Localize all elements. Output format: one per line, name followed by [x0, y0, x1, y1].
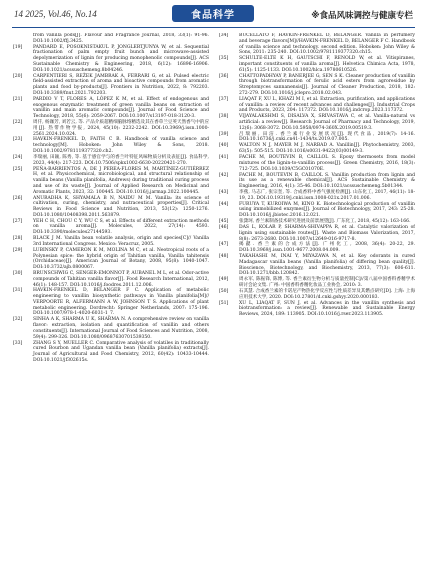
- column-topic: ※食品风味调控与健康专栏: [311, 11, 413, 21]
- reference-entry: [219, 74, 415, 97]
- reference-text: LIAQAT F, XU L, KHAZI M I, et al. Extraction, purification, and applications of vanillin: a review of recent advances and challenges[J]. Industrial Crops and Products, 2023, 204: 117372. DOI:10.1016/j.indcrop.2023.117372.: [239, 96, 415, 114]
- reference-number: [28]: [13, 236, 23, 242]
- reference-number: [24]: [13, 154, 23, 160]
- reference-number: [38]: [219, 114, 229, 120]
- reference-number: [37]: [219, 96, 229, 102]
- reference-number: [44]: [219, 201, 229, 207]
- reference-number: [46]: [219, 225, 229, 230]
- reference-entry: [219, 301, 415, 318]
- reference-number: [42]: [219, 172, 229, 178]
- reference-text: PEÑA-BARRIENTOS A, DE J PEREA-FLORES M, MARTÍNEZ-GUTIÉRREZ H, et al. Physicochemical, microbiological, and structural relationship of vanilla beans (Vanilla planifolia, Andrews) during traditional curing process and use of its waste[J]. Journal of Applied Research on Medicinal and Aromatic Plants, 2023, 32: 100445. DOI:10.1016/j.jarmap.2022.100445.: [33, 166, 209, 195]
- reference-text: from vanilla pods[J]. Flavour and Fragrance Journal, 2018, 33(1): 91-96. DOI:10.1002/ffj.3425.: [33, 33, 209, 44]
- reference-text: XU L, LIAQAT F, SUN J, et al. Advances in the vanillin synthesis and biotransformation: a review[J]. Renewable and Sustainable Energy Reviews, 2024, 189: 113905. DOI:10.1016/j.rser.2023.113905.: [239, 300, 415, 318]
- header-divider: [12, 27, 415, 28]
- reference-entry: [219, 56, 415, 73]
- reference-entry: [219, 33, 415, 56]
- reference-text: 李瑞丽, 田颖, 陈秀, 等. 基于感官学与的香兰叶特征风味物质分析及表征[J]. 食品科学, 2023, 44(4): 217-223. DOI:10.7506/spkx1002-6630-20220421-270.: [33, 154, 209, 166]
- reference-entry: [219, 155, 415, 172]
- reference-entry: [219, 173, 415, 190]
- reference-number: [33]: [13, 340, 23, 346]
- reference-entry: [219, 277, 415, 289]
- reference-entry: [13, 341, 209, 364]
- reference-entry: [219, 97, 415, 114]
- reference-text: DAS L, KOLAR P, SHARMA-SHIVAPPA R, et al. Catalytic valorization of lignin using sustainable routes[J]. Waste and Biomass Valorization, 2017, 8(8): 2673-2680. DOI:10.1007/s12649-016-9717-8.: [239, 225, 415, 242]
- reference-entry: [219, 132, 415, 144]
- reference-entry: [219, 114, 415, 131]
- reference-number: [40]: [219, 143, 229, 149]
- reference-number: [30]: [13, 271, 23, 276]
- reference-entry: [13, 236, 209, 248]
- reference-text: HAVKIN-FRENKEL D, BELANGER F C. Application of metabolic engineering to vanillin biosynthetic pathways in Vanilla planifolia[M]// VERPOORTE R, ALFERMANN A W, JOHNSON T S. Applications of plant metabolic engineering. Dordrecht: Springer Netherlands, 2007: 175-196. DOI:10.1007/978-1-4020-6031-1_7.: [33, 288, 209, 317]
- reference-number: [25]: [13, 166, 23, 172]
- reference-text: BUCELLATO F, HAVKIN-FRENKEL D, BELANGER. Vanilla in perfumery and beverage flavors[M]//HAVKIN-FRENKEL D, BELANGER F C. Handbook of vanilla science and technology. second edition. Hoboken: John Wiley & Sons, 2011: 235-240. DOI:10.1002/9781119377320.ch15.: [239, 33, 415, 56]
- reference-text: LUBINSKY P, CAMERON K M, MOLINA M C, et al. Neotropical roots of a Polynesian spice: the hybrid origin of Tahitian vanilla, Vanilla tahitensis (Orchidaceae)[J]. American Journal of Botany, 2008, 95(8): 1040-1047. DOI:10.3732/ajb.0800067.: [33, 247, 209, 271]
- reference-entry: [13, 248, 209, 271]
- reference-text: 周仟, 杨珈芳, 刘若云, 等. 产品介质超精细脑脉络精选及其在香草兰豆荚天然香气中的应用[J]. 热带作物学报, 2024, 45(10): 2232-2242. DOI:10.3969/j.issn.1000-2561.2024.10.024.: [33, 120, 209, 137]
- reference-entry: [13, 271, 209, 288]
- reference-number: [34]: [219, 33, 229, 38]
- reference-text: PARDIO V T, FLORES A, LÓPEZ K M, et al. Effect of endogenous and exogenous enzymatic treatment of green vanilla beans on extraction of vanillin and main aromatic compounds[J]. Journal of Food Science and Technology, 2018, 55(6): 2059-2067. DOI:10.1007/s13197-018-3120-3.: [33, 96, 209, 120]
- reference-number: [47]: [219, 242, 229, 248]
- reference-entry: [13, 74, 209, 97]
- reference-text: ANURADHA K, SHYAMALA B N, NAIDU M M. Vanilla: its science of cultivation, curing, chemistry, and nutraceutical properties[J]. Critical Reviews in Food Science and Nutrition, 2013, 53(12): 1250-1276. DOI:10.1080/10408398.2011.563879.: [33, 195, 209, 218]
- reference-number: [13, 33, 33, 45]
- reference-number: [29]: [13, 247, 23, 253]
- reference-text: 李燕, 马志广, 张宗奎, 等. 合成香料中香气强度检测[J]. 山东化工, 2017, 46(11): 18-19, 23. DOI:10.19319/j.cnki.issn.1008-021x.2017.01.006.: [239, 189, 415, 201]
- journal-logo: 食品科学: [172, 5, 254, 22]
- reference-number: [41]: [219, 155, 229, 161]
- references-right-column: [219, 33, 415, 571]
- reference-entry: [13, 219, 209, 236]
- reference-entry: [13, 155, 209, 167]
- reference-number: [49]: [219, 277, 229, 283]
- references-left-column: [13, 33, 209, 571]
- reference-text: CARPENTIERI S, REŽEK JAMBRAK A, FERRARI G, et al. Pulsed electric field-assisted extraction of aroma and bioactive compounds from aromatic plants and food by-products[J]. Frontiers in Nutrition, 2022, 8: 792203. DOI:10.3389/fnut.2021.792203.: [33, 73, 209, 96]
- reference-number: [35]: [219, 56, 229, 62]
- reference-entry: [219, 190, 415, 202]
- reference-entry: [219, 202, 415, 219]
- reference-entry: [219, 242, 415, 254]
- references-body: [13, 33, 415, 571]
- reference-text: PANDARD E, POSOKNISTAKUL P, JONGLERTJUNYA W, et al. Sequential fractionation of palm empty fruit bunch and microwave-assisted depolymerization of lignin for producing monophenolic compounds[J]. ACS Sustainable Chemistry & Engineering, 2018, 6(12): 16896-16906. DOI:10.1021/acssuschemeng.8b04246.: [33, 44, 209, 73]
- reference-number: [43]: [219, 189, 229, 195]
- reference-entry: [219, 289, 415, 301]
- reference-number: [48]: [219, 254, 229, 260]
- reference-text: CHATTOPADHYAY P, BANERJEE G, SEN S K. Cleaner production of vanillin through biotransformation of ferulic acid esters from agroresidue by Streptomyces sannanensis[J]. Journal of Cleaner Production, 2018, 182: 272-279. DOI:10.1016/j.jclepro.2018.02.043.: [239, 73, 415, 96]
- reference-text: 周永军, 陈振锋, 陈博, 等. 香兰素衍生物分析与质量控制[C]//第八届中国香料香精学术研讨会论文集. 广州: 中国香料香精化妆品工业协会, 2010: 3.: [239, 277, 415, 289]
- reference-text: FURUYA T, KUROIWA M, KINO K. Biotechnological production of vanillin using immobilized enzymes[J]. Journal of Biotechnology, 2017, 243: 25-28. DOI:10.1016/j.jbiotec.2016.12.021.: [239, 201, 415, 219]
- reference-text: FACHE M, BOUTEVIN B, CAILLOL S. Vanillin production from lignin and its use as a renewable chemical[J]. ACS Sustainable Chemistry & Engineering, 2016, 4(1): 35-46. DOI:10.1021/acssuschemeng.5b01344.: [239, 172, 415, 189]
- reference-text: TAKAHASHI M, INAI Y, MIYAZAWA N, et al. Key odorants in cured Madagascar vanilla beans (Vanilla planifolia) of differing bean quality[J]. Bioscience, Biotechnology, and Biochemistry, 2013, 77(3): 606-611. DOI:10.1271/bbb.120842.: [239, 254, 415, 277]
- reference-number: [50]: [219, 289, 229, 294]
- reference-text: HAVKIN-FRENKEL D, FAITH C B. Handbook of vanilla science and technology[M]. Hoboken: John Wiley & Sons, 2018. DOI:10.1002/9781119377320.ch2.: [33, 137, 209, 154]
- reference-number: [36]: [219, 73, 229, 79]
- reference-text: 揭勰. 香兰素的合成方法[J]. 广州化工, 2008, 36(4): 20-22, 29. DOI:10.3969/j.issn.1001-9677.2008.04.009.: [239, 242, 415, 254]
- reference-text: 吕瑞丽, 田洁. 香兰素行业发展状况[J]. 现代食品, 2019(7): 14-16. DOI:10.16736/j.cnki.cn41-1434/ts.2019.07.005.: [239, 131, 415, 143]
- reference-number: [27]: [13, 218, 23, 224]
- reference-number: [32]: [13, 317, 23, 323]
- reference-number: [26]: [13, 195, 23, 201]
- reference-text: FACHE M, BOUTEVIN B, CAILLOL S. Epoxy thermosets from model mixtures of the lignin-to-vanillin process[J]. Green Chemistry, 2016, 18(3): 712-725. DOI:10.1039/C5GC01070E.: [239, 155, 415, 172]
- reference-entry: [219, 225, 415, 242]
- reference-number: [39]: [219, 131, 229, 137]
- reference-entry: [13, 167, 209, 196]
- reference-number: [22]: [13, 120, 23, 125]
- reference-number: [51]: [219, 300, 229, 306]
- reference-number: [31]: [13, 288, 23, 294]
- reference-text: SCHULTE-ELTE K H, GAUTSCHI F, RENOLD W, et al. Vitispiranes, important constituents of vanilla aroma[J]. Helvetica Chimica Acta, 1978, 61(5): 1125-1133. DOI:10.1002/hlca.19780610526.: [239, 56, 415, 73]
- reference-number: [19]: [13, 44, 23, 50]
- reference-entry: [13, 196, 209, 219]
- reference-text: 张潇珂, 香兰素制备技术研究进展及前景展望[J]. 广东化工, 2018, 45(12): 163-166.: [239, 219, 411, 225]
- reference-entry: [13, 97, 209, 120]
- reference-entry: [13, 33, 209, 45]
- reference-text: SINHA A K, SHARMA U K, SHARMA N. A comprehensive review on vanilla flavor: extraction, isolation and quantification of vanillin and others constituents[J]. International Journal of Food Sciences and Nutrition, 2008, 59(4): 299-326. DOI:10.1080/09687630701539350.: [33, 317, 209, 340]
- reference-entry: [13, 45, 209, 74]
- reference-number: [45]: [219, 219, 229, 225]
- reference-text: BLACK J M. Vanilla bean volatile analysis, origin and species[C]// Vanilla 3rd International Congress. Mexico: Veracruz, 2005.: [33, 236, 209, 247]
- reference-entry: [13, 137, 209, 154]
- reference-entry: [219, 254, 415, 277]
- reference-entry: [219, 219, 415, 225]
- reference-entry: [13, 288, 209, 317]
- page-number: 14 2025, Vol.46, No.14: [14, 9, 97, 19]
- reference-number: [20]: [13, 73, 23, 79]
- reference-text: BRUNSCHWIG C, SENGER-EMONNOT P, AUBANEL M L, et al. Odor-active compounds of Tahitian vanilla flavor[J]. Food Research International, 2012, 46(1): 148-157. DOI:10.1016/j.foodres.2011.12.006.: [33, 271, 209, 288]
- reference-text: WALTON N J, MAYER M J, NARBAD A. Vanillin[J]. Phytochemistry, 2003, 63(5): 505-515. DOI:10.1016/s0031-9422(03)00149-3.: [239, 143, 415, 155]
- reference-text: VIJAYALAKSHMI S, DISALVA X, SRIVASTAVA C, et al. Vanilla-natural vs artificial: a review[J]. Research Journal of Pharmacy and Technology, 2019, 12(6): 3068-3072. DOI:10.5958/0974-360X.2019.00519.3.: [239, 114, 415, 131]
- reference-entry: [219, 143, 415, 155]
- reference-entry: [13, 317, 209, 340]
- reference-text: 石其慧. 合成香兰素的卡诺尼产物热化学反应性与性质差异及其燃点研究[D]. 上海: 上海应用技术大学, 2020. DOI:10.27801/d.cnki.gshyy.2020.000183.: [239, 289, 415, 300]
- reference-text: YEH C H, CHOU C Y, WU C S, et al. Effects of different extraction methods on vanilla aroma[J]. Molecules, 2022, 27(14): 4593. DOI:10.3390/molecules27144593.: [33, 218, 209, 236]
- reference-number: [23]: [13, 137, 23, 143]
- reference-number: [21]: [13, 96, 23, 102]
- reference-text: ZHANG S Y, MUELLER C. Comparative analysis of volatiles in traditionally cured Bourbon and Ugandan vanilla bean (Vanilla planifolia) extracts[J]. Journal of Agricultural and Food Chemistry, 2012, 60(42): 10433-10444. DOI:10.1021/jf302615s.: [33, 340, 209, 363]
- page-header: [0, 0, 427, 30]
- reference-entry: [13, 120, 209, 137]
